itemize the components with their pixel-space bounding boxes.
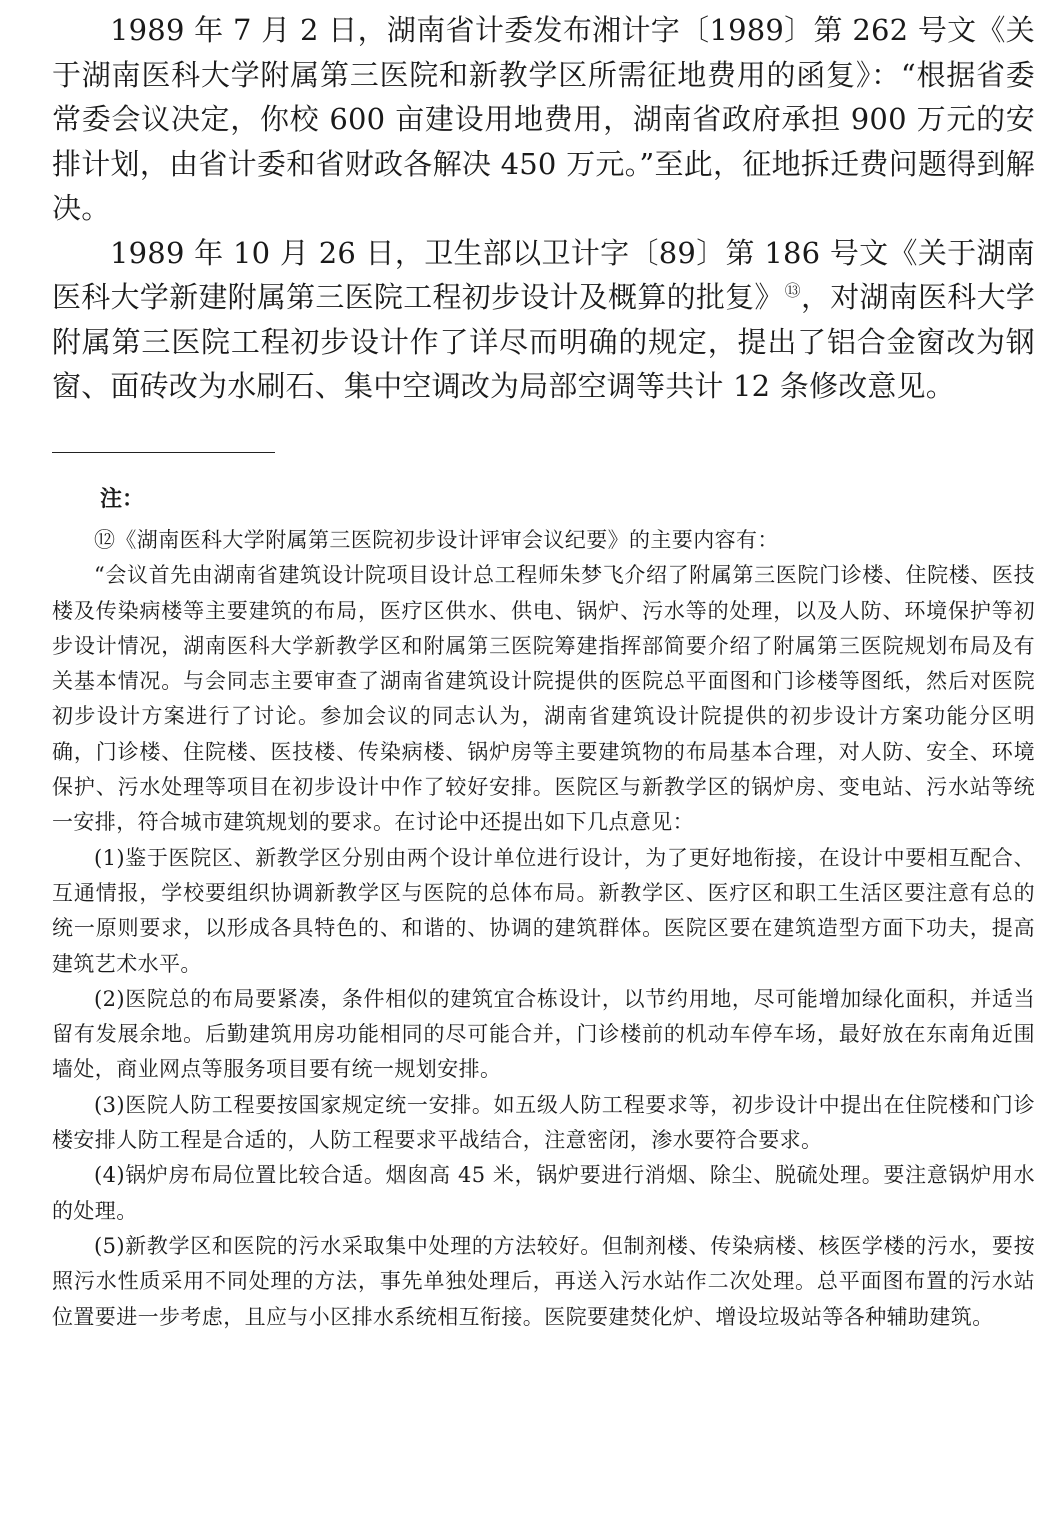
note-paragraph: (4)锅炉房布局位置比较合适。烟囱高 45 米，锅炉要进行消烟、除尘、脱硫处理。要注意锅炉用水的处理。 <box>52 1163 1035 1223</box>
body-paragraph-text: 1989 年 10 月 26 日，卫生部以卫计字〔89〕第 186 号文《关于湖南医科大学新建附属第三医院工程初步设计及概算的批复》 <box>52 235 1035 314</box>
note-paragraph: (5)新教学区和医院的污水采取集中处理的方法较好。但制剂楼、传染病楼、核医学楼的污水，要按照污水性质采用不同处理的方法，事先单独处理后，再送入污水站作二次处理。总平面图布置的污水站位置要进一步考虑，且应与小区排水系统相互衔接。医院要建焚化炉、增设垃圾站等各种辅助建筑。 <box>52 1233 1035 1329</box>
body-paragraph <box>52 231 1035 409</box>
note-paragraph: (1)鉴于医院区、新教学区分别由两个设计单位进行设计，为了更好地衔接，在设计中要相互配合、互通情报，学校要组织协调新教学区与医院的总体布局。新教学区、医疗区和职工生活区要注意有总的统一原则要求，以形成各具特色的、和谐的、协调的建筑群体。医院区要在建筑造型方面下功夫，提高建筑艺术水平。 <box>52 845 1035 976</box>
main-body <box>52 0 1035 409</box>
note-paragraph: (2)医院总的布局要紧凑，条件相似的建筑宜合栋设计，以节约用地，尽可能增加绿化面积，并适当留有发展余地。后勤建筑用房功能相同的尽可能合并，门诊楼前的机动车停车场，最好放在东南角近围墙处，商业网点等服务项目要有统一规划安排。 <box>52 986 1035 1082</box>
body-paragraph: 1989 年 7 月 2 日，湖南省计委发布湘计字〔1989〕第 262 号文《关于湖南医科大学附属第三医院和新教学区所需征地费用的函复》：“根据省委常委会议决定，你校 600 亩建设用地费用，湖南省政府承担 900 万元的安排计划，由省计委和省财政各解决 450 万元。”至此，征地拆迁费问题得到解决。 <box>52 13 1035 225</box>
note-paragraph: (3)医院人防工程要按国家规定统一安排。如五级人防工程要求等，初步设计中提出在住院楼和门诊楼安排人防工程是合适的，人防工程要求平战结合，注意密闭，渗水要符合要求。 <box>52 1092 1035 1153</box>
document-page <box>52 0 1035 1329</box>
footnote-reference[interactable]: ⑬ <box>784 281 801 301</box>
body-paragraph-text: ，对湖南医科大学附属第三医院工程初步设计作了详尽而明确的规定，提出了铝合金窗改为钢窗、面砖改为水刷石、集中空调改为局部空调等共计 12 条修改意见。 <box>52 280 1035 403</box>
note-paragraph: ⑫《湖南医科大学附属第三医院初步设计评审会议纪要》的主要内容有： <box>94 528 779 552</box>
footnotes-section <box>52 481 1035 1335</box>
notes-heading: 注： <box>100 486 145 512</box>
footnote-separator <box>52 452 275 453</box>
note-paragraph: “会议首先由湖南省建筑设计院项目设计总工程师朱梦飞介绍了附属第三医院门诊楼、住院楼、医技楼及传染病楼等主要建筑的布局，医疗区供水、供电、锅炉、污水等的处理，以及人防、环境保护等初步设计情况，湖南医科大学新教学区和附属第三医院筹建指挥部简要介绍了附属第三医院规划布局及有关基本情况。与会同志主要审查了湖南省建筑设计院提供的医院总平面图和门诊楼等图纸，然后对医院初步设计方案进行了讨论。参加会议的同志认为，湖南省建筑设计院提供的初步设计方案功能分区明确，门诊楼、住院楼、医技楼、传染病楼、锅炉房等主要建筑物的布局基本合理，对人防、安全、环境保护、污水处理等项目在初步设计中作了较好安排。医院区与新教学区的锅炉房、变电站、污水站等统一安排，符合城市建筑规划的要求。在讨论中还提出如下几点意见： <box>52 563 1035 835</box>
